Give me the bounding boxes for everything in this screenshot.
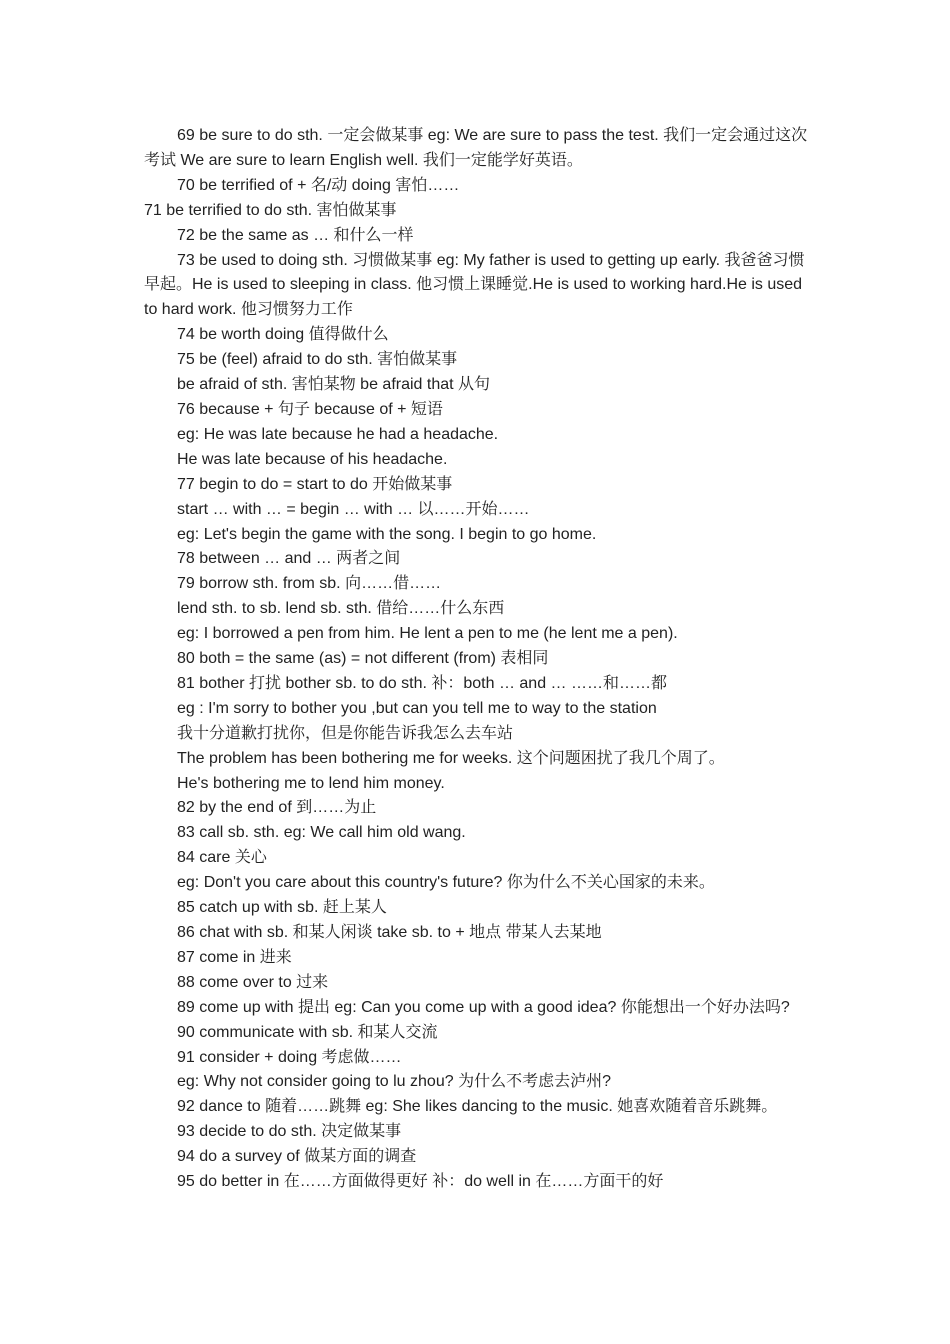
entry-81-example-3: He's bothering me to lend him money. <box>177 774 445 792</box>
entry-79-note: lend sth. to sb. lend sb. sth. 借给……什么东西 <box>177 600 505 618</box>
entry-78: 78 between … and … 两者之间 <box>177 550 401 568</box>
entry-71: 71 be terrified to do sth. 害怕做某事 <box>144 201 397 219</box>
entry-70: 70 be terrified of + 名/动 doing 害怕…… <box>177 176 460 194</box>
entry-79-example: eg: I borrowed a pen from him. He lent a pen to me (he lent me a pen). <box>177 625 678 643</box>
entry-80: 80 both = the same (as) = not different (from) 表相同 <box>177 650 549 668</box>
entry-95: 95 do better in 在……方面做得更好 补：do well in 在……方面干的好 <box>177 1173 664 1191</box>
entry-83: 83 call sb. sth. eg: We call him old wang. <box>177 824 466 842</box>
entry-73: 73 be used to doing sth. 习惯做某事 eg: My father is used to getting up early. 我爸爸习惯早起。He is used to sleeping in class. 他习惯上课睡觉.He is used to working hard.He is used to hard work. 他习惯努力工作 <box>144 251 805 319</box>
entry-90: 90 communicate with sb. 和某人交流 <box>177 1023 438 1041</box>
entry-82: 82 by the end of 到……为止 <box>177 799 377 817</box>
entry-74: 74 be worth doing 值得做什么 <box>177 326 389 344</box>
entry-85: 85 catch up with sb. 赶上某人 <box>177 899 387 917</box>
entry-76-example-2: He was late because of his headache. <box>177 450 448 468</box>
document-body <box>144 124 810 1195</box>
entry-81: 81 bother 打扰 bother sb. to do sth. 补：both … and … ……和……都 <box>177 674 667 692</box>
entry-79: 79 borrow sth. from sb. 向……借…… <box>177 575 442 593</box>
entry-75-note: be afraid of sth. 害怕某物 be afraid that 从句 <box>177 376 491 394</box>
entry-88: 88 come over to 过来 <box>177 973 329 991</box>
entry-75: 75 be (feel) afraid to do sth. 害怕做某事 <box>177 351 458 369</box>
entry-84: 84 care 关心 <box>177 849 267 867</box>
entry-89: 89 come up with 提出 eg: Can you come up with a good idea? 你能想出一个好办法吗? <box>177 998 790 1016</box>
entry-69: 69 be sure to do sth. 一定会做某事 eg: We are sure to pass the test. 我们一定会通过这次考试 We are sure to learn English well. 我们一定能学好英语。 <box>144 127 808 169</box>
entry-76-example-1: eg: He was late because he had a headache. <box>177 425 499 443</box>
entry-81-example-2: The problem has been bothering me for weeks. 这个问题困扰了我几个周了。 <box>177 749 725 767</box>
entry-87: 87 come in 进来 <box>177 948 292 966</box>
entry-91: 91 consider + doing 考虑做…… <box>177 1048 402 1066</box>
entry-76: 76 because + 句子 because of + 短语 <box>177 400 443 418</box>
entry-92: 92 dance to 随着……跳舞 eg: She likes dancing to the music. 她喜欢随着音乐跳舞。 <box>177 1098 778 1116</box>
entry-77-example: eg: Let's begin the game with the song. I begin to go home. <box>177 525 597 543</box>
entry-86: 86 chat with sb. 和某人闲谈 take sb. to + 地点 带某人去某地 <box>177 924 602 941</box>
entry-94: 94 do a survey of 做某方面的调查 <box>177 1148 417 1166</box>
entry-84-example: eg: Don't you care about this country's future? 你为什么不关心国家的未来。 <box>177 874 715 892</box>
entry-93: 93 decide to do sth. 决定做某事 <box>177 1123 402 1141</box>
entry-81-translation: 我十分道歉打扰你，但是你能告诉我怎么去车站 <box>177 724 514 742</box>
entry-77: 77 begin to do = start to do 开始做某事 <box>177 475 453 493</box>
entry-72: 72 be the same as … 和什么一样 <box>177 226 414 244</box>
entry-77-note: start … with … = begin … with … 以……开始…… <box>177 500 530 518</box>
entry-91-example: eg: Why not consider going to lu zhou? 为什么不考虑去泸州? <box>177 1073 611 1091</box>
entry-81-example: eg : I'm sorry to bother you ,but can you tell me to way to the station <box>177 699 657 717</box>
